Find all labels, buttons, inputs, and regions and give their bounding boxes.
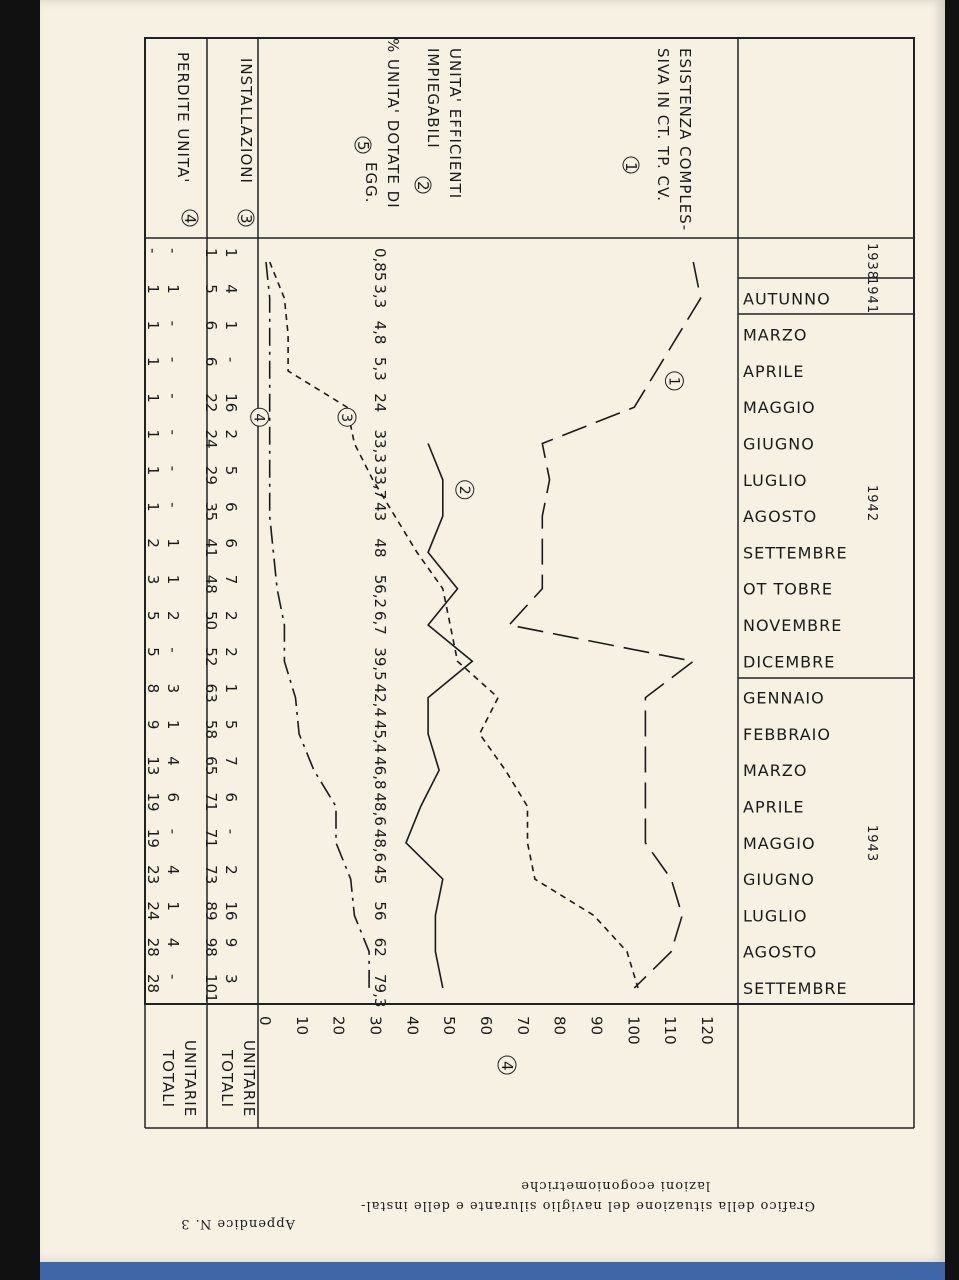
row-value-dotate: 56 <box>371 901 389 921</box>
category-label: GIUGNO <box>743 870 815 890</box>
row-value-inst_row2: 35 <box>202 502 220 522</box>
category-label: GIUGNO <box>743 434 815 454</box>
year-1943: 1943 <box>864 825 879 863</box>
label-installazioni: INSTALLAZIONI <box>237 58 255 184</box>
row-value-perd_row2: 9 <box>144 719 162 730</box>
row-value-perd_row1: 2 <box>164 611 182 621</box>
category-label: AGOSTO <box>743 942 818 962</box>
series-marker-label: 4 <box>250 413 267 423</box>
row-value-dotate: 42,4 <box>371 683 389 718</box>
row-value-perd_row1: - <box>164 465 182 472</box>
series-marker-label: 3 <box>338 413 355 423</box>
row-value-inst_row2: 41 <box>202 538 220 558</box>
y-tick-label: 20 <box>329 1016 348 1036</box>
category-label: LUGLIO <box>743 906 808 926</box>
series-marker-label: 1 <box>665 376 682 386</box>
row-value-perd_row1: - <box>164 647 182 653</box>
row-value-perd_row2: 19 <box>144 828 162 848</box>
label-efficienti-1: UNITA' EFFICIENTI <box>446 48 464 200</box>
row-value-inst_row2: 48 <box>202 574 220 594</box>
label-installazioni-num: 3 <box>237 214 255 225</box>
row-value-perd_row2: 1 <box>144 393 162 403</box>
row-value-inst_row1: 2 <box>222 611 240 621</box>
row-value-perd_row2: 1 <box>144 429 162 440</box>
category-label: SETTEMBRE <box>743 543 848 563</box>
row-value-perd_row1: - <box>164 393 182 399</box>
row-value-inst_row2: 73 <box>202 865 220 885</box>
category-label: LUGLIO <box>743 470 808 490</box>
category-label: AUTUNNO <box>743 289 831 309</box>
row-value-inst_row1: 7 <box>222 574 240 585</box>
label-unitarie-2: TOTALI <box>218 1050 236 1109</box>
row-value-perd_row1: - <box>164 502 182 508</box>
row-value-inst_row1: 16 <box>222 901 240 921</box>
label-perdite: PERDITE UNITA' <box>174 52 192 184</box>
row-value-perd_row2: 1 <box>144 465 162 476</box>
row-value-inst_row1: - <box>222 828 240 835</box>
row-value-perd_row2: 28 <box>144 937 162 957</box>
caption-line-2: lazioni ecogoniometriche <box>520 1178 710 1193</box>
y-tick-label: 0 <box>256 1016 274 1026</box>
category-label: MAGGIO <box>743 398 816 418</box>
row-value-inst_row2: 1 <box>202 248 220 258</box>
y-tick-label: 60 <box>477 1016 495 1036</box>
row-value-inst_row1: 16 <box>222 393 240 413</box>
row-value-inst_row1: 2 <box>222 429 240 440</box>
label-dotate-num: 5 <box>354 141 372 152</box>
row-value-perd_row2: 1 <box>144 284 162 294</box>
row-value-inst_row2: 50 <box>202 611 220 631</box>
row-value-perd_row1: 3 <box>164 683 182 694</box>
category-label: APRILE <box>743 361 805 381</box>
row-value-dotate: 45 <box>371 865 389 885</box>
row-value-dotate: 56,2 <box>371 574 389 609</box>
row-value-inst_row2: 65 <box>202 756 220 776</box>
row-value-inst_row2: 22 <box>202 393 220 413</box>
row-value-perd_row2: 8 <box>144 683 162 694</box>
row-value-dotate: 3,3 <box>371 284 389 309</box>
label-efficienti-num: 2 <box>414 181 432 192</box>
row-value-perd_row2: 1 <box>144 502 162 512</box>
row-value-inst_row1: 6 <box>222 502 240 512</box>
row-value-inst_row1: 5 <box>222 719 240 730</box>
y-tick-label: 30 <box>366 1016 385 1036</box>
row-value-dotate: 48 <box>371 538 389 558</box>
year-1942: 1942 <box>864 485 879 523</box>
row-value-inst_row2: 71 <box>202 828 220 848</box>
row-value-inst_row1: - <box>222 356 240 363</box>
y-tick-label: 70 <box>513 1016 532 1036</box>
category-label: SETTEMBRE <box>743 979 848 998</box>
row-value-inst_row1: 1 <box>222 248 240 258</box>
row-value-inst_row1: 5 <box>222 465 240 476</box>
category-label: FEBBRAIO <box>743 724 831 744</box>
row-value-inst_row2: 101 <box>202 974 220 1003</box>
label-unitarie-4: TOTALI <box>159 1050 177 1109</box>
label-unitarie-1: UNITARIE <box>240 1040 258 1118</box>
row-value-dotate: 33,7 <box>371 465 389 500</box>
series-line-2 <box>406 444 472 989</box>
row-value-perd_row2: 2 <box>144 538 162 548</box>
category-label: MARZO <box>743 761 808 781</box>
row-value-perd_row2: 5 <box>144 611 162 621</box>
axis-marker-label: 4 <box>498 1061 516 1072</box>
label-dotate-1: % UNITA' DOTATE DI <box>384 38 402 209</box>
row-value-perd_row1: 4 <box>164 865 182 875</box>
row-value-dotate: 62 <box>371 937 389 957</box>
row-value-perd_row1: 1 <box>164 901 182 911</box>
row-value-dotate: 33,3 <box>371 429 389 463</box>
category-label: APRILE <box>743 797 805 817</box>
row-value-perd_row2: 13 <box>144 756 162 776</box>
row-value-perd_row1: - <box>164 320 182 327</box>
y-tick-label: 40 <box>403 1016 422 1036</box>
row-value-dotate: 24 <box>371 393 389 413</box>
label-esistenza-num: 1 <box>622 162 640 173</box>
row-value-inst_row2: 29 <box>202 465 220 485</box>
caption-line-1: Grafico della situazione del naviglio silurante e delle instal- <box>360 1198 815 1213</box>
label-esistenza-1: ESISTENZA COMPLES- <box>676 48 694 232</box>
row-value-dotate: 6,7 <box>371 611 389 635</box>
row-value-perd_row1: 4 <box>164 756 182 766</box>
row-value-perd_row1: 1 <box>164 284 182 294</box>
row-value-dotate: 0,85 <box>371 248 389 282</box>
row-value-perd_row1: 1 <box>164 574 182 585</box>
row-value-inst_row1: 7 <box>222 756 240 766</box>
row-value-perd_row1: 1 <box>164 538 182 548</box>
y-tick-label: 120 <box>698 1016 716 1045</box>
row-value-perd_row1: 1 <box>164 719 182 730</box>
row-value-dotate: 48,6 <box>371 792 389 826</box>
row-value-perd_row2: 19 <box>144 792 162 812</box>
row-value-perd_row2: 1 <box>144 320 162 331</box>
category-label: GENNAIO <box>743 688 825 708</box>
caption-appendix: Appendice N. 3 <box>180 1216 295 1231</box>
row-value-perd_row2: 28 <box>144 974 162 994</box>
row-value-inst_row1: 1 <box>222 683 240 694</box>
label-unitarie-3: UNITARIE <box>181 1040 199 1118</box>
row-value-inst_row1: 2 <box>222 647 240 657</box>
label-perdite-num: 4 <box>181 214 199 225</box>
y-tick-label: 90 <box>587 1016 606 1036</box>
row-value-perd_row2: 1 <box>144 356 162 367</box>
series-line-1 <box>509 262 700 988</box>
y-tick-label: 110 <box>661 1016 680 1045</box>
row-value-inst_row1: 3 <box>222 974 240 984</box>
row-value-inst_row2: 6 <box>202 356 220 367</box>
row-value-inst_row2: 63 <box>202 683 220 703</box>
series-marker-label: 2 <box>455 485 472 495</box>
row-value-dotate: 39,5 <box>371 647 389 681</box>
category-label: DICEMBRE <box>743 652 836 672</box>
row-value-dotate: 48,6 <box>371 828 389 863</box>
category-label: AGOSTO <box>743 507 818 527</box>
row-value-perd_row1: - <box>164 828 182 835</box>
row-value-inst_row1: 9 <box>222 937 240 948</box>
series-line-3 <box>270 262 638 988</box>
row-value-inst_row1: 4 <box>222 284 240 294</box>
row-value-perd_row1: - <box>164 974 182 980</box>
row-value-inst_row2: 52 <box>202 647 220 667</box>
row-value-inst_row1: 2 <box>222 865 240 875</box>
row-value-perd_row1: 6 <box>164 792 182 803</box>
row-value-perd_row1: - <box>164 429 182 435</box>
category-label: MAGGIO <box>743 833 816 853</box>
row-value-inst_row1: 1 <box>222 320 240 331</box>
row-value-inst_row1: 6 <box>222 792 240 803</box>
label-efficienti-2: IMPIEGABILI <box>424 48 442 149</box>
row-value-perd_row1: 4 <box>164 937 182 948</box>
y-tick-label: 50 <box>440 1016 459 1036</box>
row-value-inst_row2: 5 <box>202 284 220 294</box>
row-value-dotate: 46,8 <box>371 756 389 790</box>
row-value-perd_row2: - <box>144 248 162 254</box>
label-esistenza-2: SIVA IN CT. TP. CV. <box>654 48 672 203</box>
series-line-4 <box>266 262 369 988</box>
row-value-dotate: 43 <box>371 502 389 522</box>
row-value-perd_row2: 24 <box>144 901 162 921</box>
category-label: OT TOBRE <box>743 579 834 599</box>
label-dotate-2: EGG. <box>362 162 380 204</box>
row-value-dotate: 5,3 <box>371 356 389 381</box>
period-1941: 1941 <box>864 277 879 315</box>
row-value-perd_row1: - <box>164 356 182 363</box>
row-value-dotate: 4,8 <box>371 320 389 345</box>
period-1938: 1938 <box>864 243 879 281</box>
y-tick-label: 100 <box>624 1016 643 1045</box>
row-value-inst_row2: 58 <box>202 719 220 739</box>
row-value-inst_row2: 98 <box>202 937 220 957</box>
row-value-inst_row1: 6 <box>222 538 240 548</box>
row-value-inst_row2: 71 <box>202 792 220 812</box>
y-tick-label: 80 <box>550 1016 569 1036</box>
row-value-perd_row2: 3 <box>144 574 162 585</box>
category-label: MARZO <box>743 325 808 345</box>
row-value-perd_row2: 5 <box>144 647 162 657</box>
row-value-perd_row2: 23 <box>144 865 162 885</box>
row-value-inst_row2: 24 <box>202 429 220 449</box>
category-label: NOVEMBRE <box>743 616 843 635</box>
y-tick-label: 10 <box>292 1016 311 1036</box>
row-value-inst_row2: 6 <box>202 320 220 331</box>
row-value-dotate: 45,4 <box>371 719 389 754</box>
row-value-perd_row1: - <box>164 248 182 254</box>
row-value-inst_row2: 89 <box>202 901 220 921</box>
row-value-dotate: 79,3 <box>371 974 389 1008</box>
